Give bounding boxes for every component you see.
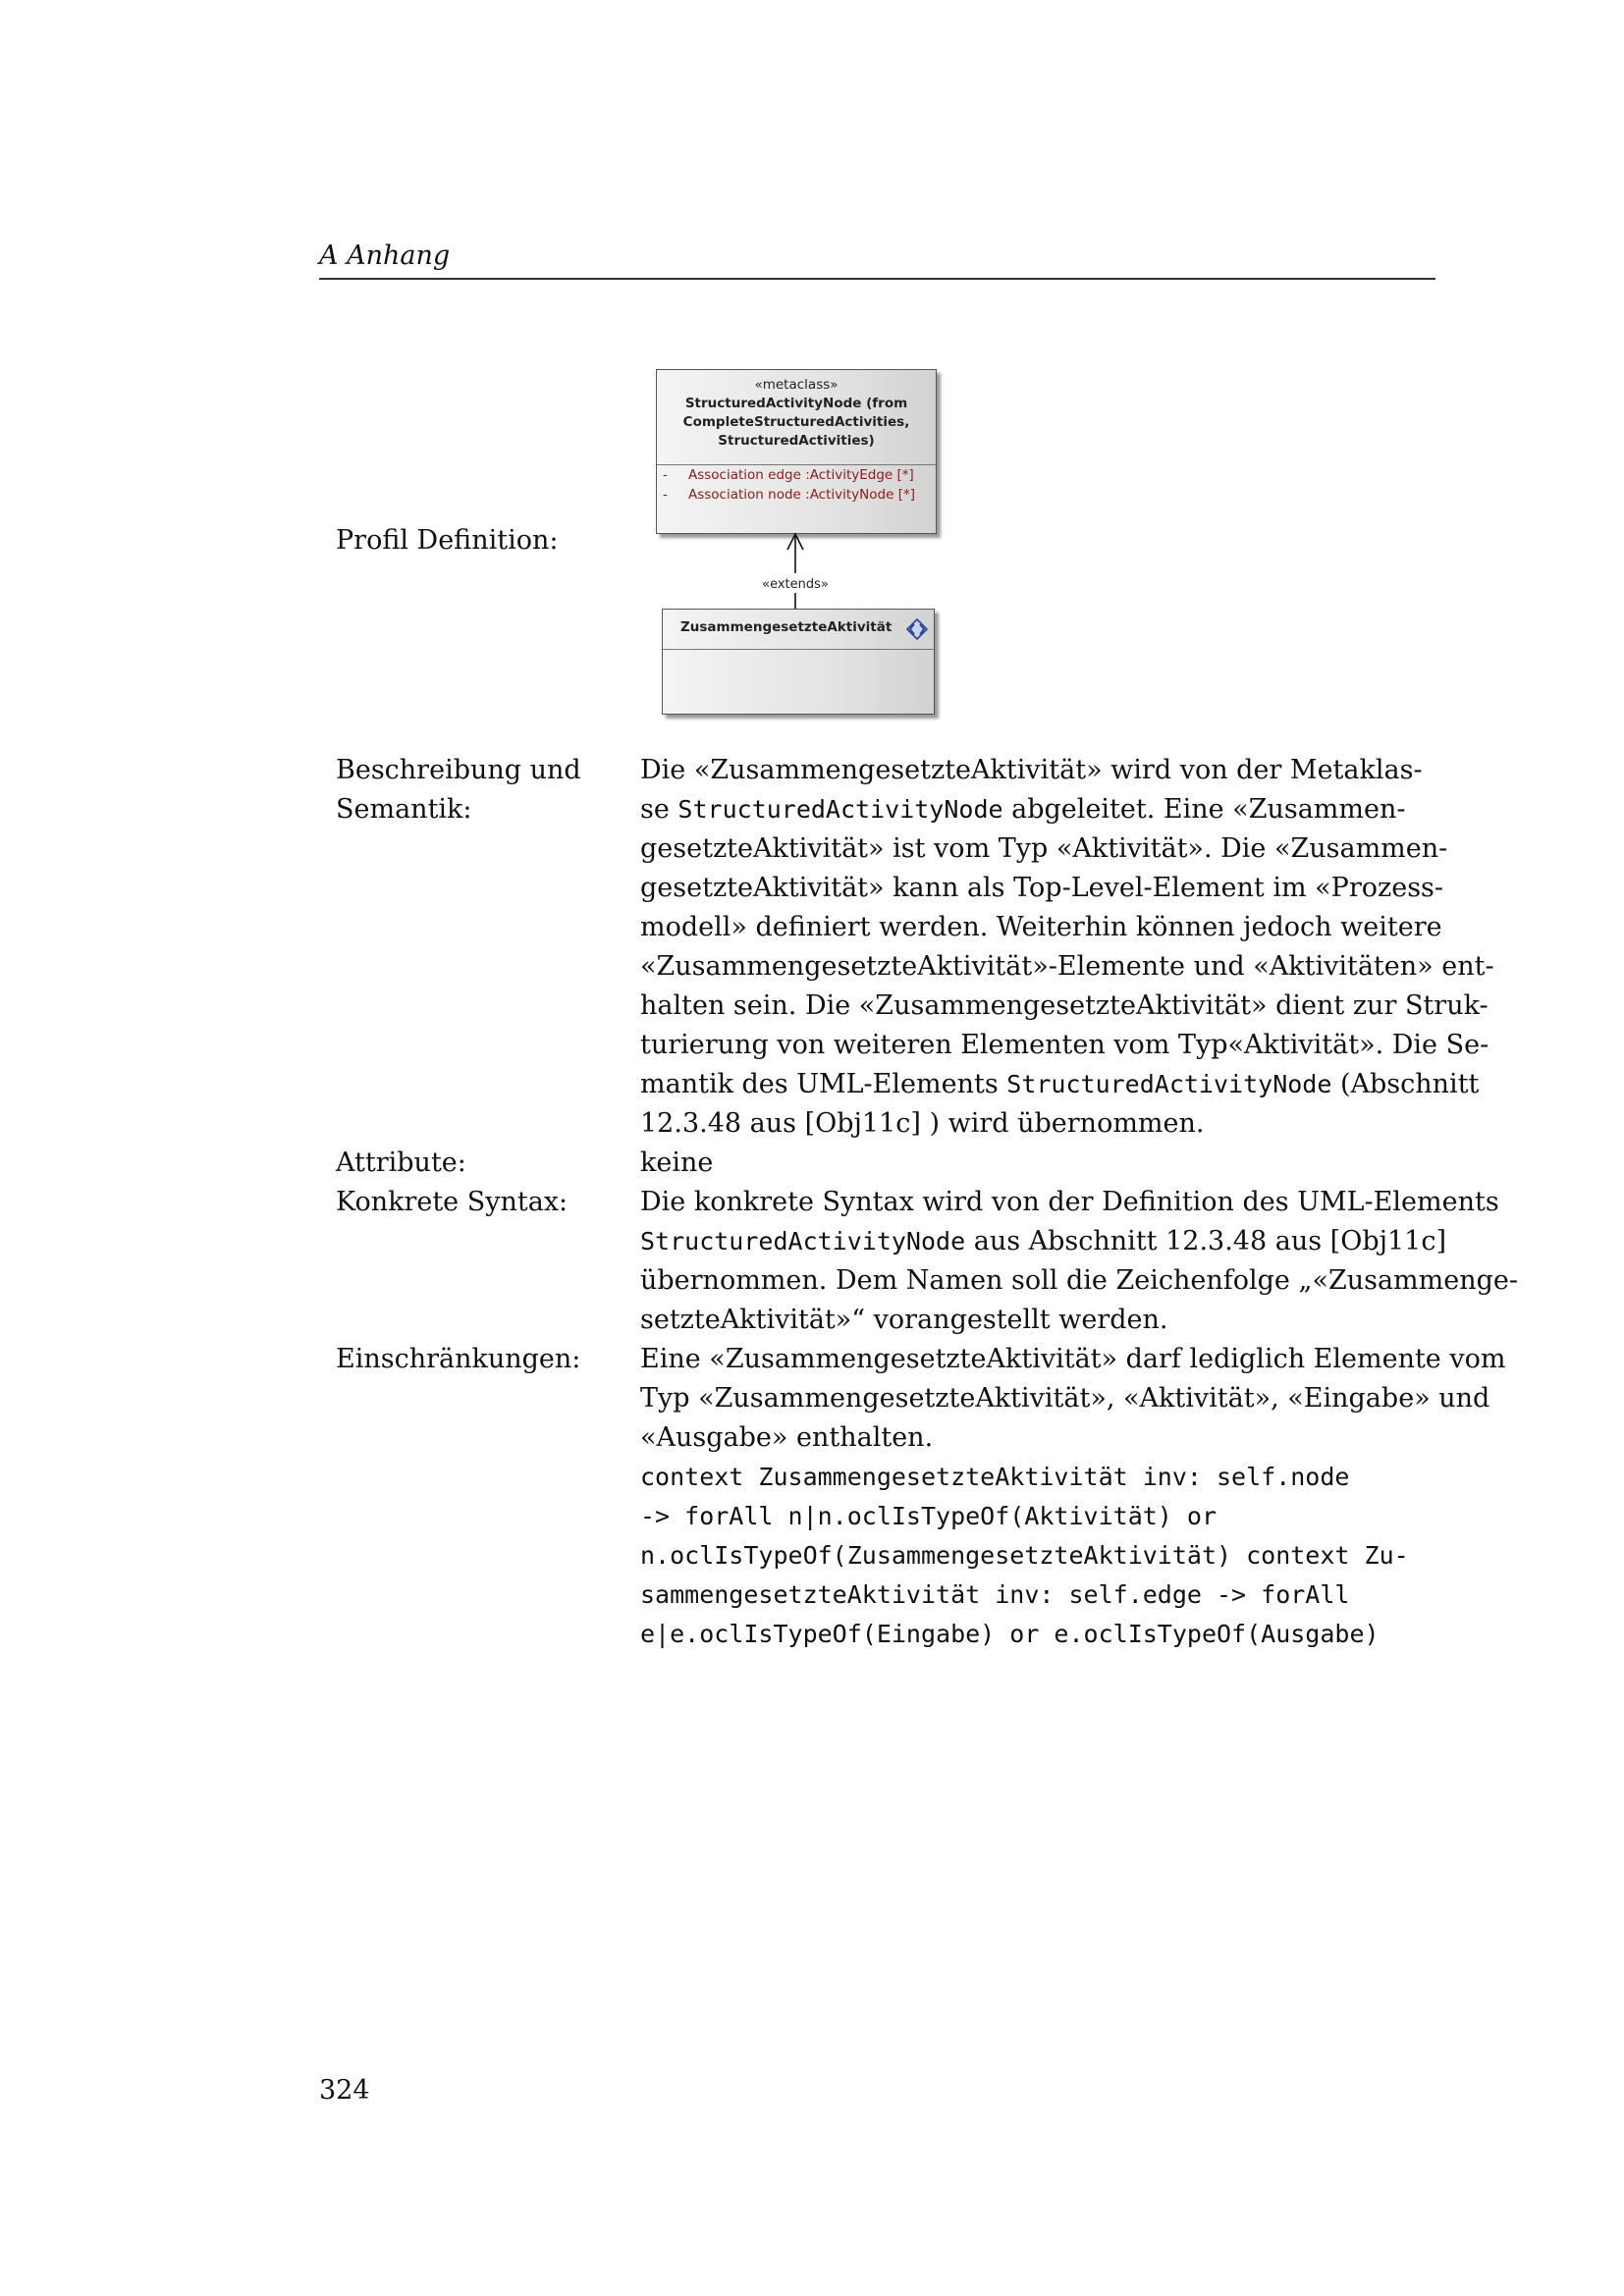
ocl-code-line: e|e.oclIsTypeOf(Eingabe) or e.oclIsTypeOf(Ausgabe)	[640, 1620, 1380, 1648]
text-line: Die konkrete Syntax wird von der Definition des UML-Elements	[640, 1187, 1499, 1217]
ocl-code-line: context ZusammengesetzteAktivität inv: self.node	[640, 1463, 1350, 1491]
metaclass-attribute	[657, 465, 936, 485]
uml-stereotype-box	[662, 609, 935, 715]
label-line: Beschreibung und	[336, 755, 581, 785]
metaclass-name-line: StructuredActivities)	[718, 433, 875, 449]
text-line: halten sein. Die «ZusammengesetzteAktivität» dient zur Struk-	[640, 990, 1489, 1021]
running-header	[319, 239, 1435, 280]
text-span: abgeleitet. Eine «Zusammen-	[1002, 794, 1406, 825]
attribute-text: Association edge :ActivityEdge [*]	[688, 467, 914, 483]
attribute-value: keine	[640, 1148, 714, 1178]
attribute-visibility: -	[663, 467, 668, 483]
extends-label: «extends»	[762, 577, 829, 592]
text-span: (Abschnitt	[1331, 1069, 1480, 1099]
text-span: aus Abschnitt 12.3.48 aus [Obj11c]	[965, 1226, 1447, 1256]
einschraenkungen-text	[640, 1340, 1506, 1654]
text-line: gesetzteAktivität» kann als Top-Level-Element im «Prozess-	[640, 873, 1444, 903]
text-line: Typ «ZusammengesetzteAktivität», «Aktivität», «Eingabe» und	[640, 1383, 1490, 1414]
metaclass-header	[657, 370, 936, 465]
code-span: StructuredActivityNode	[1006, 1070, 1332, 1098]
label-profil-definition: Profil Definition:	[336, 525, 559, 556]
attribute-visibility: -	[663, 487, 668, 503]
text-line	[640, 1222, 1475, 1261]
text-line: «Ausgabe» enthalten.	[640, 1422, 934, 1453]
stereotype-name: ZusammengesetzteAktivität	[680, 619, 893, 635]
label-einschraenkungen: Einschränkungen:	[336, 1344, 581, 1374]
code-span: StructuredActivityNode	[677, 795, 1003, 824]
label-attribute: Attribute:	[336, 1148, 466, 1178]
beschreibung-text	[640, 751, 1494, 1144]
text-line: setzteAktivität»“ vorangestellt werden.	[640, 1305, 1168, 1335]
text-line: modell» definiert werden. Weiterhin können jedoch weitere	[640, 912, 1442, 942]
extends-arrow	[776, 532, 815, 611]
text-line: Eine «ZusammengesetzteAktivität» darf lediglich Elemente vom	[640, 1344, 1506, 1374]
metaclass-name-line: CompleteStructuredActivities,	[682, 414, 910, 430]
ocl-code-line: -> forAll n|n.oclIsTypeOf(Aktivität) or	[640, 1502, 1217, 1530]
text-span: se	[640, 794, 678, 825]
metaclass-name-line: StructuredActivityNode (from	[684, 396, 908, 411]
label-line: Semantik:	[336, 794, 472, 825]
stereotype-header	[663, 610, 934, 650]
syntax-text	[640, 1183, 1519, 1340]
text-line: übernommen. Dem Namen soll die Zeichenfolge „«Zusammenge-	[640, 1265, 1519, 1296]
text-line	[640, 1065, 1480, 1104]
metaclass-attribute	[657, 485, 936, 505]
code-span: StructuredActivityNode	[640, 1227, 966, 1255]
text-line: 12.3.48 aus [Obj11c] ) wird übernommen.	[640, 1108, 1205, 1139]
label-konkrete-syntax: Konkrete Syntax:	[336, 1187, 568, 1217]
text-line	[640, 790, 1475, 829]
header-title: A Anhang	[319, 240, 451, 271]
page-number: 324	[319, 2075, 370, 2106]
ocl-code-line: sammengesetzteAktivität inv: self.edge -> forAll	[640, 1580, 1350, 1609]
text-span: mantik des UML-Elements	[640, 1069, 1007, 1099]
stereotype-icon	[906, 618, 928, 640]
text-line: «ZusammengesetzteAktivität»-Elemente und «Aktivitäten» ent-	[640, 951, 1494, 982]
label-beschreibung	[336, 751, 630, 829]
text-line: gesetzteAktivität» ist vom Typ «Aktivität». Die «Zusammen-	[640, 833, 1448, 864]
text-line: turierung von weiteren Elementen vom Typ«Aktivität». Die Se-	[640, 1030, 1489, 1060]
metaclass-stereotype: «metaclass»	[754, 377, 839, 393]
ocl-code-line: n.oclIsTypeOf(ZusammengesetzteAktivität) context Zu-	[640, 1541, 1409, 1570]
text-line: Die «ZusammengesetzteAktivität» wird von der Metaklas-	[640, 755, 1423, 785]
attribute-text: Association node :ActivityNode [*]	[688, 487, 915, 503]
uml-metaclass-box	[656, 369, 937, 534]
